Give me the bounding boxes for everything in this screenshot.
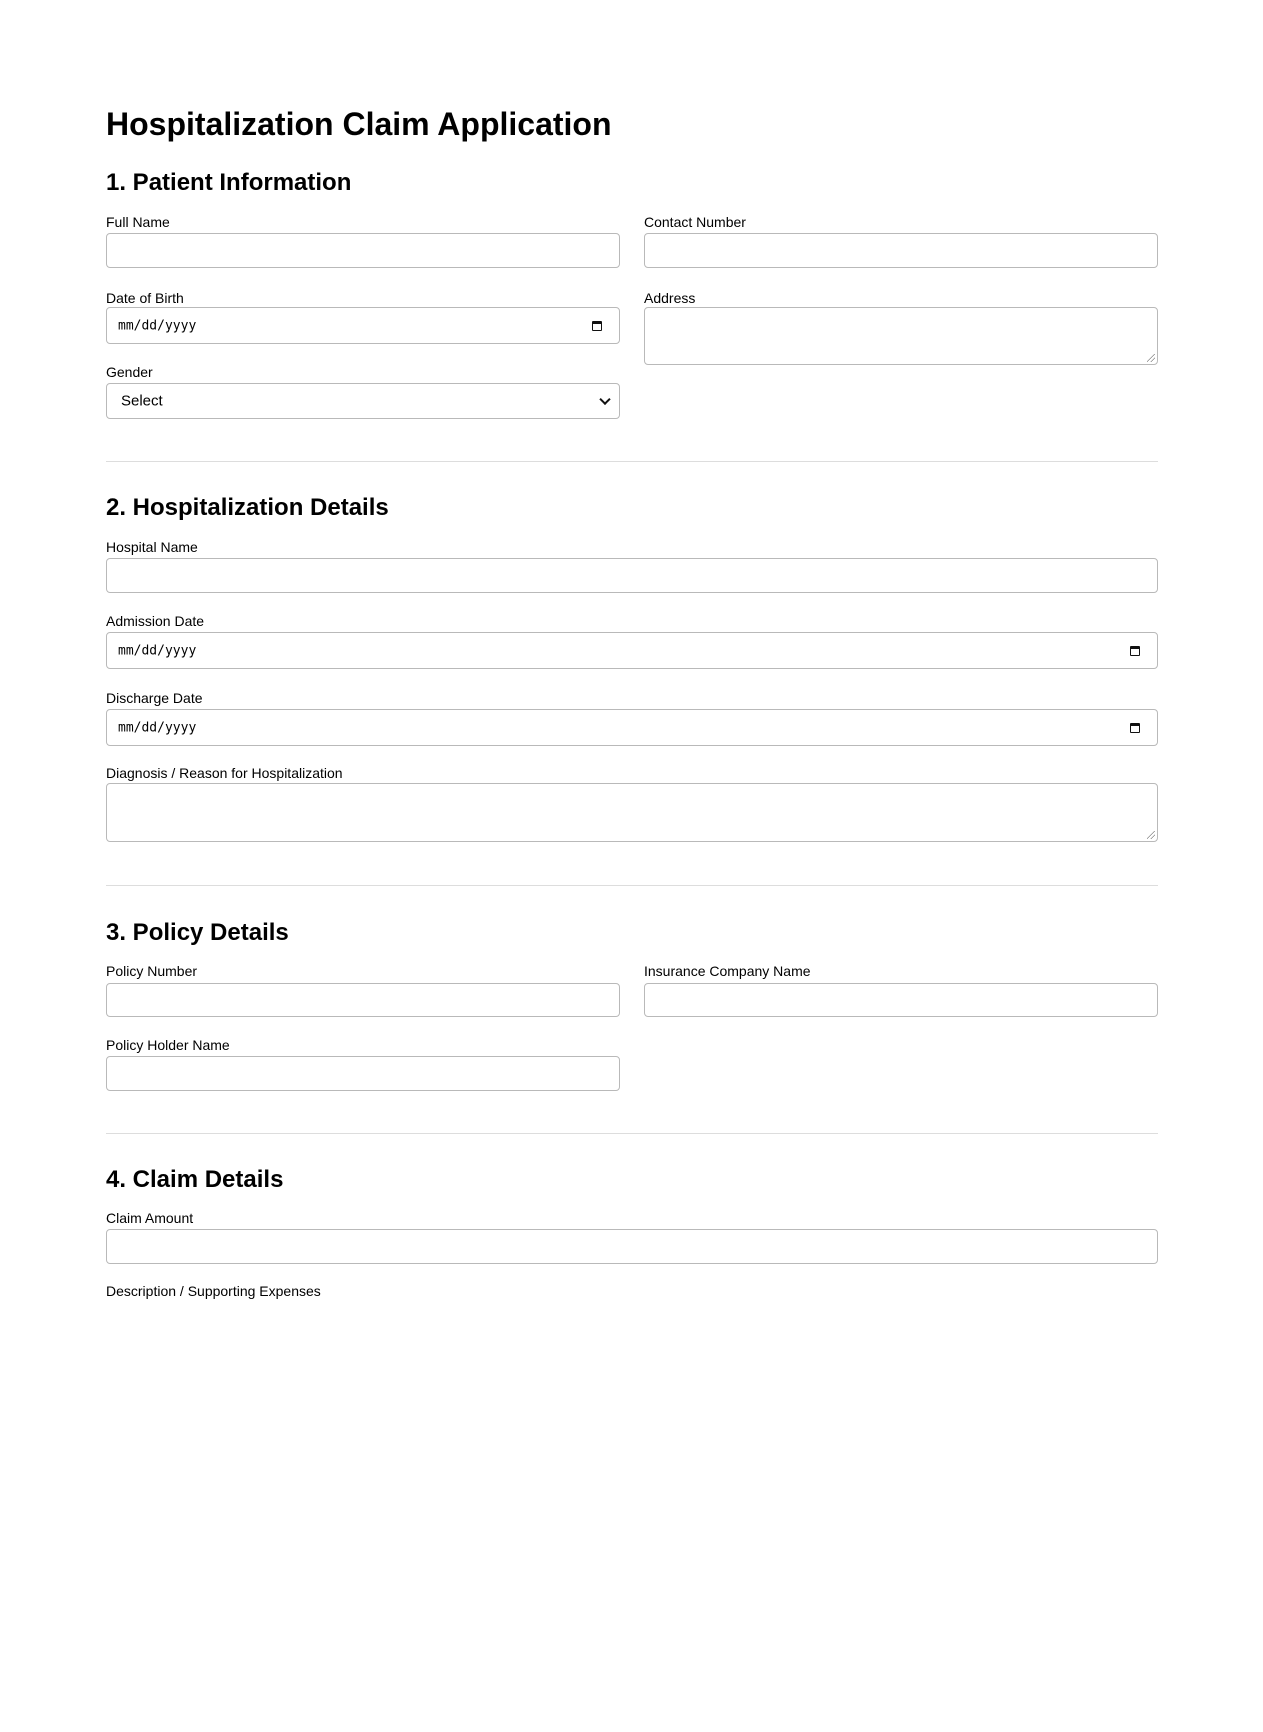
calendar-icon[interactable] [592, 321, 602, 331]
gender-selected-value: Select [121, 392, 163, 410]
diagnosis-textarea[interactable] [106, 783, 1158, 842]
calendar-icon[interactable] [1130, 646, 1140, 656]
policy-holder-label: Policy Holder Name [106, 1037, 230, 1053]
discharge-date-label: Discharge Date [106, 690, 203, 706]
admission-date-input[interactable] [106, 632, 1158, 669]
claim-amount-label: Claim Amount [106, 1210, 194, 1226]
discharge-date-placeholder: mm/dd/yyyy [118, 720, 197, 735]
resize-handle-icon[interactable] [1147, 831, 1155, 839]
date-of-birth-label: Date of Birth [106, 290, 184, 306]
policy-holder-input[interactable] [106, 1056, 620, 1091]
insurance-company-input[interactable] [644, 983, 1158, 1017]
date-of-birth-input[interactable] [106, 307, 620, 344]
discharge-date-input[interactable] [106, 709, 1158, 746]
hospital-name-input[interactable] [106, 558, 1158, 593]
resize-handle-icon[interactable] [1147, 354, 1155, 362]
section-heading-patient-information: 1. Patient Information [106, 169, 352, 196]
full-name-input[interactable] [106, 233, 620, 268]
admission-date-label: Admission Date [106, 613, 205, 629]
gender-label: Gender [106, 364, 153, 380]
contact-number-label: Contact Number [644, 214, 746, 230]
section-heading-claim-details: 4. Claim Details [106, 1166, 284, 1193]
hospital-name-label: Hospital Name [106, 539, 198, 555]
policy-number-label: Policy Number [106, 963, 198, 979]
calendar-icon[interactable] [1130, 723, 1140, 733]
contact-number-input[interactable] [644, 233, 1158, 268]
section-divider [106, 885, 1158, 886]
address-label: Address [644, 290, 696, 306]
address-textarea[interactable] [644, 307, 1158, 365]
section-heading-hospitalization-details: 2. Hospitalization Details [106, 494, 389, 521]
insurance-company-label: Insurance Company Name [644, 963, 811, 979]
section-heading-policy-details: 3. Policy Details [106, 919, 289, 946]
claim-amount-input[interactable] [106, 1229, 1158, 1264]
section-divider [106, 461, 1158, 462]
policy-number-input[interactable] [106, 983, 620, 1017]
section-divider [106, 1133, 1158, 1134]
diagnosis-label: Diagnosis / Reason for Hospitalization [106, 765, 343, 781]
admission-date-placeholder: mm/dd/yyyy [118, 643, 197, 658]
description-label: Description / Supporting Expenses [106, 1283, 321, 1299]
gender-select[interactable] [106, 383, 620, 419]
date-of-birth-placeholder: mm/dd/yyyy [118, 318, 197, 333]
page-title: Hospitalization Claim Application [106, 106, 612, 142]
full-name-label: Full Name [106, 214, 170, 230]
chevron-down-icon [599, 394, 610, 405]
